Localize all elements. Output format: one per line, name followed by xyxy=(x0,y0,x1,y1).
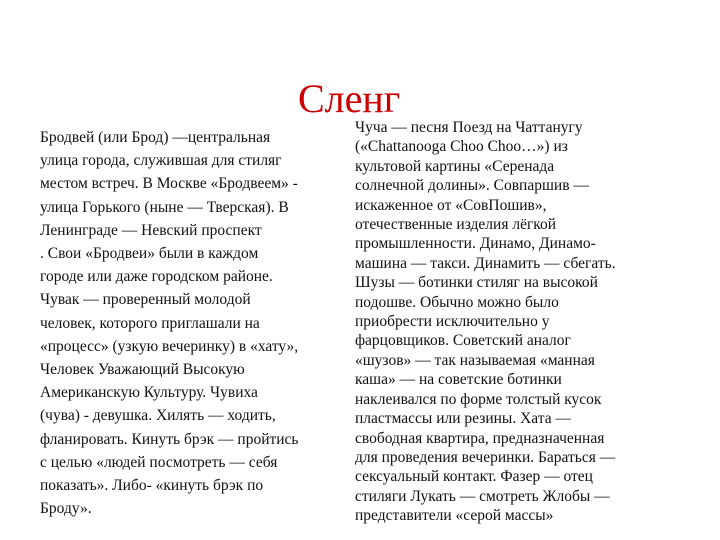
text-line: улица Горького (ныне — Тверская). В xyxy=(40,198,289,216)
text-line: показать». Либо- «кинуть брэк по xyxy=(40,477,264,495)
text-line: Американскую Культуру. Чувиха xyxy=(40,384,258,402)
text-line: Человек Уважающий Высокую xyxy=(40,361,245,379)
text-line: машина — такси. Динамить — сбегать. xyxy=(355,254,616,272)
text-line: «шузов» — так называемая «манная xyxy=(355,351,595,369)
text-line: городе или даже городском районе. xyxy=(40,268,273,286)
text-line: подошве. Обычно можно было xyxy=(355,293,559,311)
text-line: отечественные изделия лёгкой xyxy=(355,216,557,234)
text-line: («Chattanooga Choo Choo…») из xyxy=(355,138,568,156)
text-line: искаженное от «СовПошив», xyxy=(355,196,547,214)
text-line: Чуча — песня Поезд на Чаттанугу xyxy=(355,119,583,136)
text-line: стиляги Лукать — смотреть Жлобы — xyxy=(355,487,610,505)
text-line: фарцовщиков. Советский аналог xyxy=(355,332,571,350)
text-line: улица города, служившая для стиляг xyxy=(40,152,282,170)
text-line: Чувак — проверенный молодой xyxy=(40,291,251,309)
left-text-column xyxy=(40,126,358,520)
text-line: (чува) - девушка. Хилять — ходить, xyxy=(40,407,276,425)
text-line: человек, которого приглашали на xyxy=(40,314,260,332)
text-line: Броду». xyxy=(40,500,92,518)
text-line: сексуальный контакт. Фазер — отец xyxy=(355,468,593,486)
right-text-column xyxy=(355,118,675,526)
text-line: наклеивался по форме толстый кусок xyxy=(355,390,602,408)
text-line: свободная квартира, предназначенная xyxy=(355,429,605,447)
text-line: представители «серой массы» xyxy=(355,507,554,525)
text-line: солнечной долины». Совпаршив — xyxy=(355,177,589,195)
text-line: для проведения вечеринки. Бараться — xyxy=(355,448,616,466)
slide-title: Сленг xyxy=(298,76,401,121)
text-line: . Свои «Бродвеи» были в каждом xyxy=(40,245,259,263)
text-line: местом встреч. В Москве «Бродвеем» - xyxy=(40,175,298,193)
text-line: Ленинграде — Невский проспект xyxy=(40,221,262,239)
text-line: «процесс» (узкую вечеринку) в «хату», xyxy=(40,337,299,355)
text-line: Бродвей (или Брод) —центральная xyxy=(40,129,271,146)
text-line: с целью «людей посмотреть — себя xyxy=(40,453,278,471)
text-line: фланировать. Кинуть брэк — пройтись xyxy=(40,430,299,448)
text-line: культовой картины «Серенада xyxy=(355,157,555,175)
text-line: каша» — на советские ботинки xyxy=(355,371,562,389)
text-line: приобрести исключительно у xyxy=(355,313,550,331)
text-line: промышленности. Динамо, Динамо- xyxy=(355,235,596,253)
text-line: Шузы — ботинки стиляг на высокой xyxy=(355,274,598,292)
text-line: пластмассы или резины. Хата — xyxy=(355,410,571,428)
